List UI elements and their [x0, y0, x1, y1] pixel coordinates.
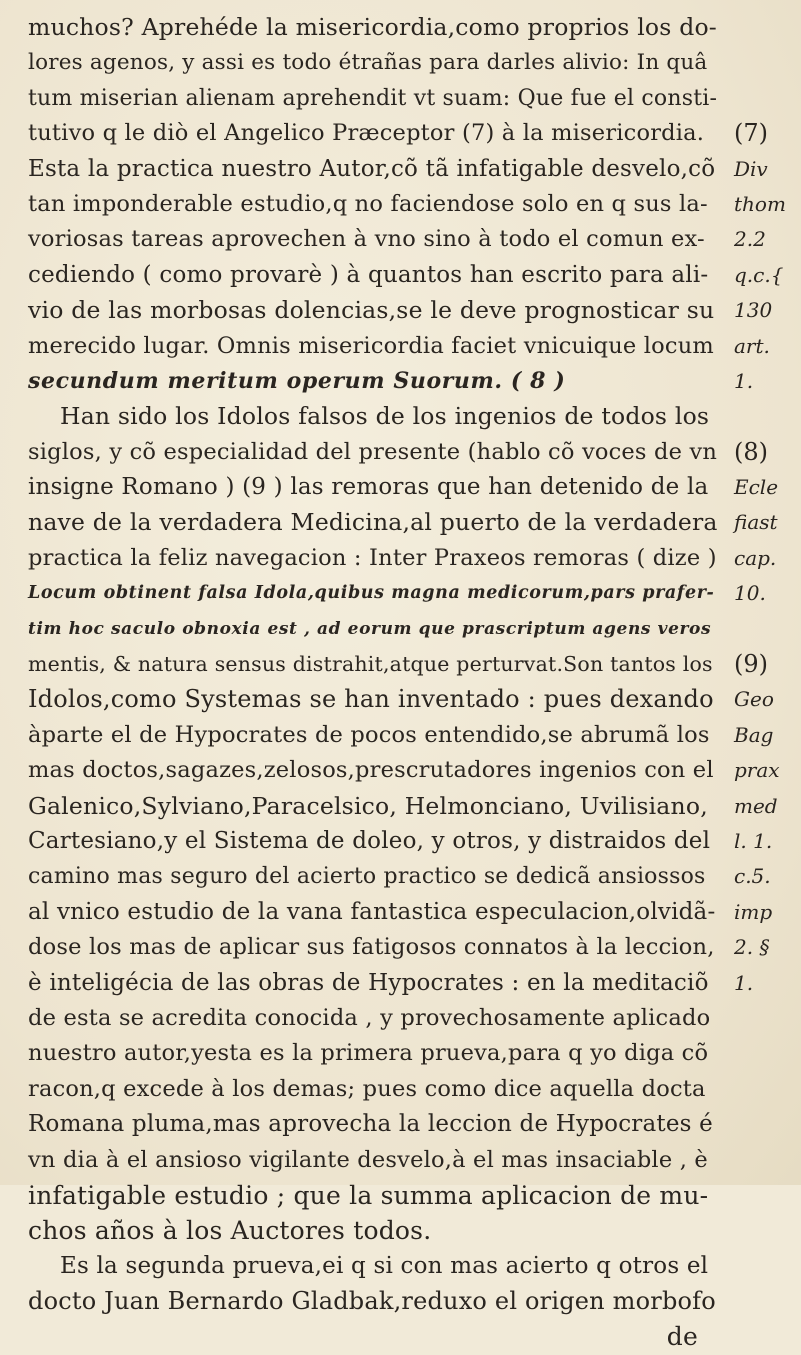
margin-note: 130: [734, 298, 773, 323]
text-line: Romana pluma,mas aprovecha la leccion de Hypocrates é: [28, 1111, 713, 1138]
text-line: secundum meritum operum Suorum. ( 8 ): [28, 367, 566, 394]
margin-note: 2. §: [734, 935, 770, 960]
margin-note: l. 1.: [734, 828, 773, 853]
text-line: Esta la practica nuestro Autor,cõ tã infatigable desvelo,cõ: [28, 155, 716, 182]
text-line: de esta se acredita conocida , y provechosamente aplicado: [28, 1004, 711, 1031]
text-line: Cartesiano,y el Sistema de doleo, y otros, y distraidos del: [28, 827, 711, 854]
text-line: merecido lugar. Omnis misericordia faciet vnicuique locum: [28, 332, 714, 359]
text-line: lores agenos, y assi es todo étrañas para darles alivio: In quâ: [28, 50, 708, 76]
margin-note: 1.: [734, 970, 754, 995]
text-line: àparte el de Hypocrates de pocos entendido,se abrumã los: [28, 721, 710, 748]
text-line: muchos? Aprehéde la misericordia,como proprios los do-: [28, 13, 717, 41]
text-line: nuestro autor,yesta es la primera prueva,para q yo diga cõ: [28, 1040, 709, 1067]
margin-note: med: [734, 793, 778, 818]
margin-note: prax: [734, 758, 780, 783]
margin-note: Geo: [734, 687, 774, 712]
text-line: tim hoc saculo obnoxia est , ad eorum que prascriptum agens veros: [28, 618, 712, 639]
margin-note: q.c.{: [734, 262, 784, 287]
main-text-column: [28, 10, 718, 1355]
margin-note: [734, 612, 800, 647]
margin-note: cap.: [734, 545, 777, 570]
text-line: dose los mas de aplicar sus fatigosos connatos à la leccion,: [28, 934, 715, 961]
text-line: Locum obtinent falsa Idola,quibus magna medicorum,pars prafer-: [28, 583, 715, 604]
margin-note: (8): [734, 437, 768, 466]
text-line: è inteligécia de las obras de Hypocrates : en la meditaciõ: [28, 969, 709, 996]
text-line: nave de la verdadera Medicina,al puerto de la verdadera: [28, 508, 718, 537]
margin-note: Bag: [734, 722, 774, 747]
text-line: al vnico estudio de la vana fantastica especulacion,olvidã-: [28, 898, 716, 925]
text-line: tan imponderable estudio,q no faciendose solo en q sus la-: [28, 190, 708, 217]
text-line: Galenico,Sylviano,Paracelsico, Helmonciano, Uvilisiano,: [28, 791, 708, 820]
text-line: vn dia à el ansioso vigilante desvelo,à el mas insaciable , è: [28, 1146, 708, 1173]
margin-note: 2.2: [734, 227, 766, 252]
text-line: mas doctos,sagazes,zelosos,prescrutadores ingenios con el: [28, 757, 714, 784]
text-line: mentis, & natura sensus distrahit,atque perturvat.Son tantos los: [28, 652, 713, 677]
text-line: Idolos,como Systemas se han inventado : pues dexando: [28, 685, 714, 714]
text-line: siglos, y cõ especialidad del presente (hablo cõ voces de vn: [28, 438, 718, 465]
margin-notes-column: [734, 10, 800, 1001]
margin-note: thom: [734, 191, 786, 216]
text-line: cediendo ( como provarè ) à quantos han escrito para ali-: [28, 261, 709, 288]
text-line: Es la segunda prueva,ei q si con mas acierto q otros el: [60, 1252, 709, 1279]
text-line: chos años à los Auctores todos.: [28, 1216, 432, 1246]
text-line: camino mas seguro del acierto practico se dedicã ansiossos: [28, 864, 706, 890]
text-line: tum miserian alienam aprehendit vt suam: Que fue el consti-: [28, 85, 718, 111]
margin-note: imp: [734, 899, 773, 924]
margin-note: (7): [734, 119, 768, 148]
text-line: docto Juan Bernardo Gladbak,reduxo el origen morbofo: [28, 1287, 716, 1316]
text-line: voriosas tareas aprovechen à vno sino à todo el comun ex-: [28, 226, 705, 253]
margin-note: [734, 81, 800, 116]
margin-note: [734, 10, 800, 45]
margin-note: [734, 45, 800, 80]
margin-note: c.5.: [734, 864, 771, 889]
margin-note: 1.: [734, 368, 754, 393]
catchword: de: [666, 1322, 698, 1352]
margin-note: (9): [734, 650, 768, 679]
margin-note: 10.: [734, 581, 766, 606]
text-line: vio de las morbosas dolencias,se le deve prognosticar su: [28, 296, 715, 325]
margin-note: [734, 399, 800, 434]
margin-note: art.: [734, 333, 770, 358]
text-line: insigne Romano ) (9 ) las remoras que han detenido de la: [28, 474, 709, 501]
margin-note: Ecle: [734, 475, 779, 500]
text-line: practica la feliz navegacion : Inter Praxeos remoras ( dize ): [28, 544, 717, 571]
text-line: infatigable estudio ; que la summa aplicacion de mu-: [28, 1180, 709, 1210]
text-line: racon,q excede à los demas; pues como dice aquella docta: [28, 1075, 706, 1102]
text-line: Han sido los Idolos falsos de los ingenios de todos los: [60, 402, 710, 431]
margin-note: fiast: [734, 510, 778, 535]
margin-note: Div: [734, 156, 768, 181]
text-line: tutivo q le diò el Angelico Præceptor (7) à la misericordia.: [28, 120, 705, 147]
